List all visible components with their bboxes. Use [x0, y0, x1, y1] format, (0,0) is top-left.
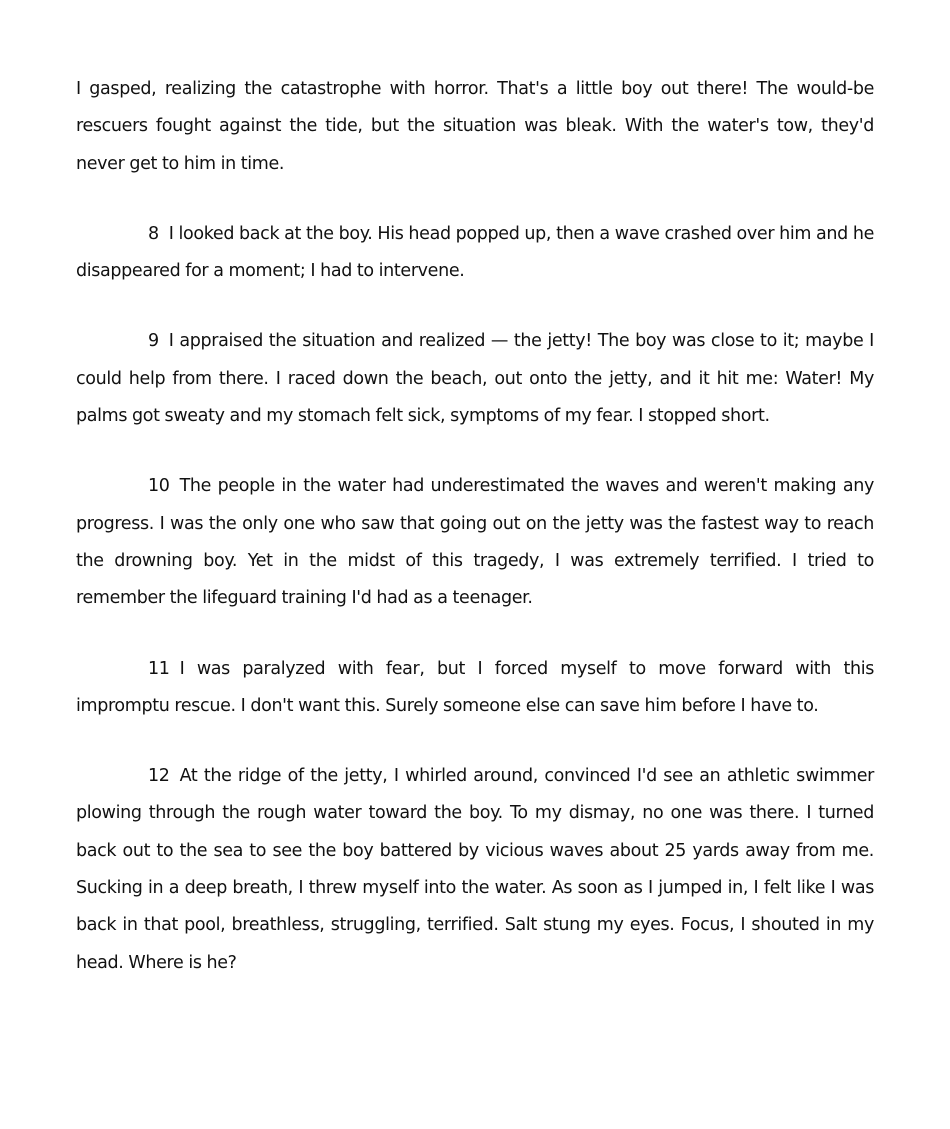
paragraph-text: I gasped, realizing the catastrophe with horror. That's a little boy out there! The would-be rescuers fought against the tide, but the situation was bleak. With the water's tow, they'd never get to him in time. — [76, 79, 874, 174]
paragraph-9 — [76, 323, 874, 435]
paragraph-text: I appraised the situation and realized — the jetty! The boy was close to it; maybe I could help from there. I raced down the beach, out onto the jetty, and it hit me: Water! My palms got sweaty and my stomach felt sick, symptoms of my fear. I stopped short. — [76, 331, 874, 427]
paragraph-text: I looked back at the boy. His head popped up, then a wave crashed over him and he disappeared for a moment; I had to intervene. — [76, 223, 874, 282]
paragraph-continuation — [76, 71, 874, 183]
paragraph-12 — [76, 758, 874, 982]
paragraph-number: 12 — [148, 766, 170, 787]
paragraph-text: The people in the water had underestimated the waves and weren't making any progress. I was the only one who saw that going out on the jetty was the fastest way to reach the drowning boy. Yet in the midst of this tragedy, I was extremely terrified. I tried to remember the lifeguard training I'd had as a teenager. — [76, 476, 874, 609]
paragraph-text: I was paralyzed with fear, but I forced myself to move forward with this impromptu rescue. I don't want this. Surely someone else can save him before I have to. — [76, 658, 874, 716]
paragraph-number: 9 — [148, 331, 159, 352]
paragraph-text: At the ridge of the jetty, I whirled around, convinced I'd see an athletic swimmer plowing through the rough water toward the boy. To my dismay, no one was there. I turned back out to the sea to see the boy battered by vicious waves about 25 yards away from me. Sucking in a deep breath, I threw myself into the water. As soon as I jumped in, I felt like I was back in that pool, breathless, struggling, terrified. Salt stung my eyes. Focus, I shouted in my head. Where is he? — [76, 766, 874, 973]
paragraph-number: 11 — [148, 658, 170, 679]
paragraph-8 — [76, 216, 874, 291]
paragraph-number: 8 — [148, 223, 159, 244]
paragraph-10 — [76, 468, 874, 617]
paragraph-11 — [76, 651, 874, 726]
paragraph-number: 10 — [148, 476, 170, 497]
